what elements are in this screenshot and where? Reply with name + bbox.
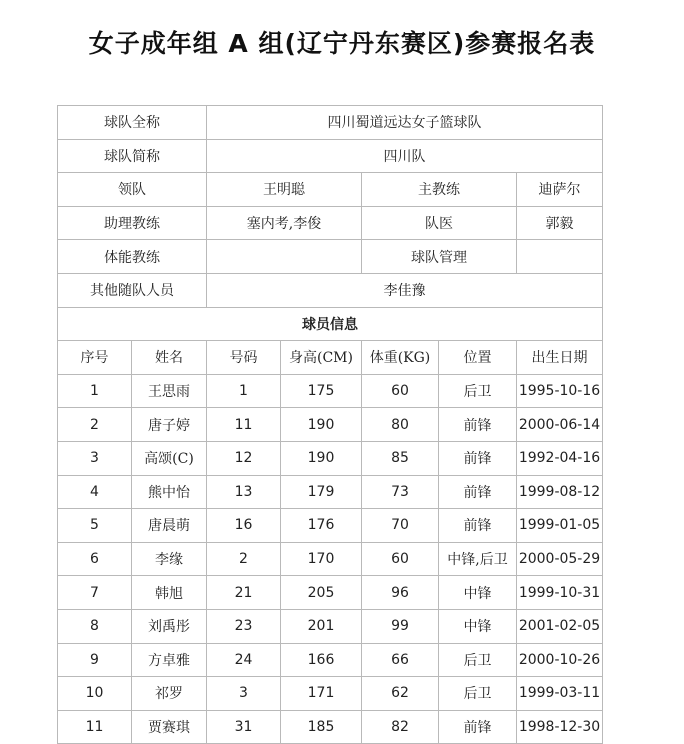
- column-header: 号码: [207, 341, 281, 375]
- registration-table: [57, 105, 603, 744]
- other-staff-value: 李佳豫: [207, 273, 603, 307]
- player-height: 185: [281, 710, 362, 744]
- leader-row: [58, 173, 603, 207]
- player-name: 祁罗: [132, 677, 207, 711]
- player-index: 3: [58, 441, 132, 475]
- player-index: 7: [58, 576, 132, 610]
- player-birth-date: 1995-10-16: [517, 374, 603, 408]
- player-position: 前锋: [439, 441, 517, 475]
- player-position: 前锋: [439, 475, 517, 509]
- table-row: [58, 710, 603, 744]
- column-header-row: [58, 341, 603, 375]
- player-position: 中锋,后卫: [439, 542, 517, 576]
- page-title: 女子成年组 A 组(辽宁丹东赛区)参赛报名表: [88, 29, 596, 58]
- player-index: 11: [58, 710, 132, 744]
- table-row: [58, 374, 603, 408]
- other-staff-label: 其他随队人员: [58, 273, 207, 307]
- table-row: [58, 677, 603, 711]
- player-weight: 60: [362, 542, 439, 576]
- column-header: 出生日期: [517, 341, 603, 375]
- player-name: 刘禹彤: [132, 609, 207, 643]
- players-section-title: 球员信息: [58, 307, 603, 341]
- player-number: 24: [207, 643, 281, 677]
- head-coach-label: 主教练: [362, 173, 517, 207]
- player-birth-date: 1999-01-05: [517, 509, 603, 543]
- player-name: 李缘: [132, 542, 207, 576]
- team-short-name-value: 四川队: [207, 139, 603, 173]
- manager-label: 球队管理: [362, 240, 517, 274]
- player-weight: 66: [362, 643, 439, 677]
- manager-value: [517, 240, 603, 274]
- player-name: 唐晨萌: [132, 509, 207, 543]
- player-index: 8: [58, 609, 132, 643]
- player-number: 11: [207, 408, 281, 442]
- team-short-name-row: [58, 139, 603, 173]
- player-birth-date: 2000-10-26: [517, 643, 603, 677]
- table-row: [58, 609, 603, 643]
- other-staff-row: [58, 273, 603, 307]
- player-birth-date: 1999-03-11: [517, 677, 603, 711]
- player-name: 高颂(C): [132, 441, 207, 475]
- player-weight: 62: [362, 677, 439, 711]
- table-row: [58, 643, 603, 677]
- player-height: 171: [281, 677, 362, 711]
- player-birth-date: 2000-05-29: [517, 542, 603, 576]
- fitness-coach-row: [58, 240, 603, 274]
- player-weight: 60: [362, 374, 439, 408]
- column-header: 位置: [439, 341, 517, 375]
- player-height: 190: [281, 441, 362, 475]
- player-position: 中锋: [439, 609, 517, 643]
- player-name: 贾赛琪: [132, 710, 207, 744]
- player-height: 190: [281, 408, 362, 442]
- leader-label: 领队: [58, 173, 207, 207]
- column-header: 体重(KG): [362, 341, 439, 375]
- player-number: 23: [207, 609, 281, 643]
- assistant-coach-row: [58, 206, 603, 240]
- player-name: 王思雨: [132, 374, 207, 408]
- player-name: 熊中怡: [132, 475, 207, 509]
- player-weight: 82: [362, 710, 439, 744]
- player-weight: 99: [362, 609, 439, 643]
- player-position: 后卫: [439, 677, 517, 711]
- player-birth-date: 2001-02-05: [517, 609, 603, 643]
- player-number: 16: [207, 509, 281, 543]
- player-index: 4: [58, 475, 132, 509]
- player-number: 21: [207, 576, 281, 610]
- player-weight: 70: [362, 509, 439, 543]
- column-header: 姓名: [132, 341, 207, 375]
- player-name: 方卓雅: [132, 643, 207, 677]
- player-position: 前锋: [439, 408, 517, 442]
- player-position: 后卫: [439, 643, 517, 677]
- column-header: 序号: [58, 341, 132, 375]
- player-index: 10: [58, 677, 132, 711]
- player-position: 后卫: [439, 374, 517, 408]
- player-weight: 80: [362, 408, 439, 442]
- player-number: 2: [207, 542, 281, 576]
- player-index: 1: [58, 374, 132, 408]
- table-row: [58, 509, 603, 543]
- player-number: 12: [207, 441, 281, 475]
- player-index: 5: [58, 509, 132, 543]
- table-row: [58, 576, 603, 610]
- fitness-coach-label: 体能教练: [58, 240, 207, 274]
- player-height: 175: [281, 374, 362, 408]
- assistant-coach-value: 塞内考,李俊: [207, 206, 362, 240]
- doctor-value: 郭毅: [517, 206, 603, 240]
- player-position: 前锋: [439, 509, 517, 543]
- team-full-name-row: [58, 106, 603, 140]
- player-birth-date: 1999-08-12: [517, 475, 603, 509]
- player-name: 唐子婷: [132, 408, 207, 442]
- player-position: 前锋: [439, 710, 517, 744]
- players-section-row: [58, 307, 603, 341]
- player-index: 6: [58, 542, 132, 576]
- table-row: [58, 408, 603, 442]
- table-row: [58, 475, 603, 509]
- player-height: 201: [281, 609, 362, 643]
- player-birth-date: 1992-04-16: [517, 441, 603, 475]
- player-height: 205: [281, 576, 362, 610]
- player-number: 31: [207, 710, 281, 744]
- player-height: 166: [281, 643, 362, 677]
- player-number: 3: [207, 677, 281, 711]
- leader-value: 王明聪: [207, 173, 362, 207]
- player-height: 176: [281, 509, 362, 543]
- column-header: 身高(CM): [281, 341, 362, 375]
- player-birth-date: 1999-10-31: [517, 576, 603, 610]
- player-weight: 96: [362, 576, 439, 610]
- player-index: 9: [58, 643, 132, 677]
- player-name: 韩旭: [132, 576, 207, 610]
- team-full-name-value: 四川蜀道远达女子篮球队: [207, 106, 603, 140]
- player-weight: 73: [362, 475, 439, 509]
- player-number: 1: [207, 374, 281, 408]
- player-weight: 85: [362, 441, 439, 475]
- head-coach-value: 迪萨尔: [517, 173, 603, 207]
- assistant-coach-label: 助理教练: [58, 206, 207, 240]
- player-number: 13: [207, 475, 281, 509]
- player-position: 中锋: [439, 576, 517, 610]
- fitness-coach-value: [207, 240, 362, 274]
- team-full-name-label: 球队全称: [58, 106, 207, 140]
- table-row: [58, 441, 603, 475]
- team-short-name-label: 球队简称: [58, 139, 207, 173]
- player-index: 2: [58, 408, 132, 442]
- doctor-label: 队医: [362, 206, 517, 240]
- player-birth-date: 1998-12-30: [517, 710, 603, 744]
- table-row: [58, 542, 603, 576]
- player-birth-date: 2000-06-14: [517, 408, 603, 442]
- player-height: 170: [281, 542, 362, 576]
- player-height: 179: [281, 475, 362, 509]
